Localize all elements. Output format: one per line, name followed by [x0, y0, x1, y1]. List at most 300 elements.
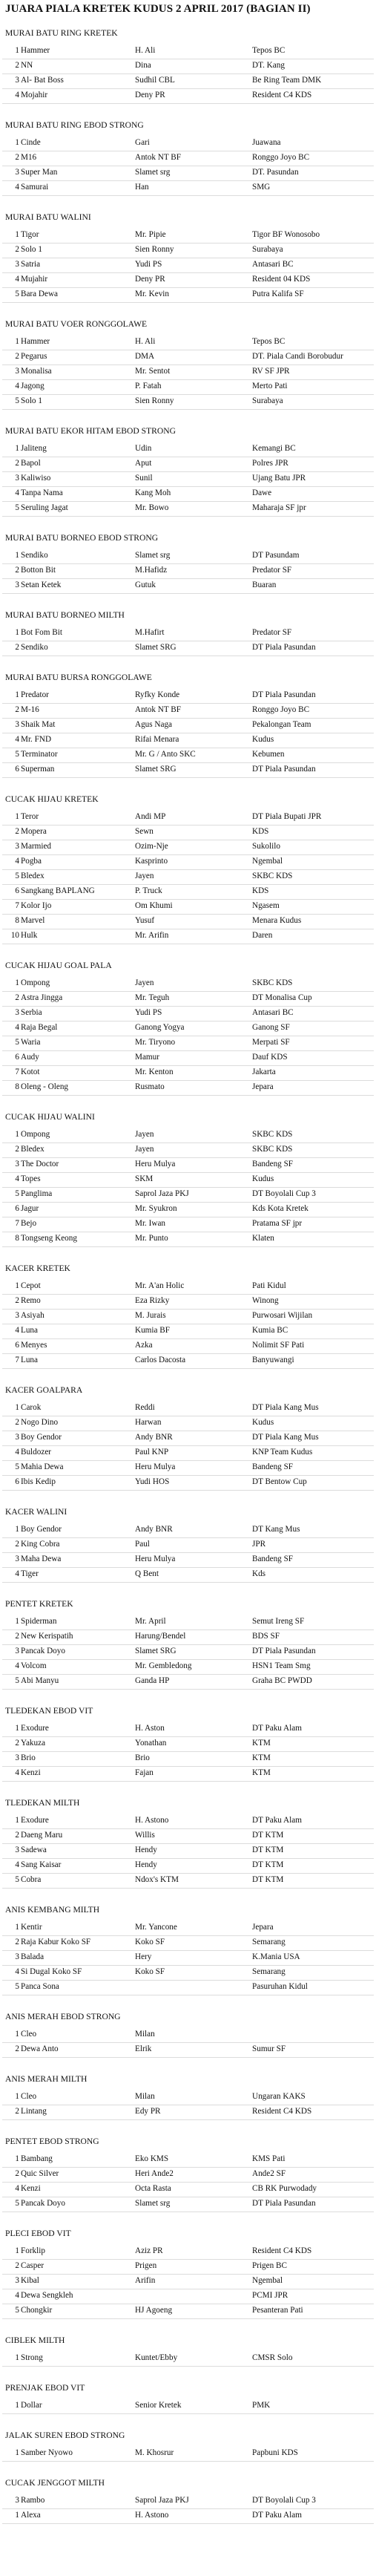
rank-cell: 2	[15, 2169, 19, 2178]
owner-cell: Slamet srg	[135, 551, 171, 560]
owner-cell: Elrik	[135, 2044, 152, 2053]
section-title: KACER WALINI	[5, 1507, 67, 1517]
rank-cell: 3	[15, 1160, 19, 1168]
rank-cell: 3	[15, 76, 19, 85]
team-cell: Predator SF	[252, 566, 292, 575]
bird-name-cell: Shaik Mat	[21, 720, 56, 729]
bird-name-cell: Kotot	[21, 1068, 40, 1076]
row-divider	[2, 501, 374, 502]
owner-cell: Saprol Jaza PKJ	[135, 1189, 189, 1198]
team-cell: DT Boyolali Cup 3	[252, 2496, 316, 2505]
team-cell: DT Piala Kang Mus	[252, 1403, 319, 1412]
owner-cell: Sunil	[135, 474, 153, 483]
owner-cell: Mr. Gembledong	[135, 1661, 192, 1670]
bird-name-cell: Balada	[21, 1952, 44, 1961]
owner-cell: Andy BNR	[135, 1433, 173, 1442]
bird-name-cell: Setan Ketek	[21, 581, 62, 589]
owner-cell: Yudi PS	[135, 1008, 162, 1017]
team-cell: Banyuwangi	[252, 1356, 294, 1364]
team-cell: Kudus	[252, 1174, 274, 1183]
owner-cell: Milan	[135, 2092, 155, 2101]
owner-cell: Koko SF	[135, 1938, 165, 1946]
section-title: TLEDEKAN MILTH	[5, 1798, 80, 1808]
rank-cell: 1	[15, 1281, 19, 1290]
owner-cell: Sien Ronny	[135, 396, 174, 405]
rank-cell: 4	[15, 275, 19, 284]
team-cell: DT. Pasundan	[252, 168, 299, 177]
bird-name-cell: Marvel	[21, 916, 45, 925]
owner-cell: Rusmato	[135, 1082, 165, 1091]
row-divider	[2, 1965, 374, 1966]
team-cell: Antasari BC	[252, 260, 294, 269]
team-cell: Dawe	[252, 488, 272, 497]
bird-name-cell: Panglima	[21, 1189, 53, 1198]
rank-cell: 2	[15, 1296, 19, 1305]
row-divider	[2, 1187, 374, 1188]
owner-cell: Antok NT BF	[135, 705, 181, 714]
rank-cell: 7	[15, 1356, 19, 1364]
rank-cell: 1	[15, 628, 19, 637]
bird-name-cell: Cepot	[21, 1281, 41, 1290]
owner-cell: Han	[135, 183, 149, 192]
rank-cell: 2	[15, 2261, 19, 2270]
section-title: CUCAK HIJAU GOAL PALA	[5, 961, 112, 970]
rank-cell: 2	[15, 1739, 19, 1748]
section-title: MURAI BATU EKOR HITAM EBOD STRONG	[5, 426, 176, 436]
team-cell: DT Kang Mus	[252, 1525, 300, 1534]
bird-name-cell: Pogba	[21, 857, 42, 866]
section-title: PRENJAK EBOD VIT	[5, 2383, 85, 2393]
row-divider	[2, 991, 374, 992]
bird-name-cell: Buldozer	[21, 1448, 52, 1457]
section-title: MURAI BATU BORNEO EBOD STRONG	[5, 533, 159, 543]
bird-name-cell: Tiger	[21, 1569, 39, 1578]
rank-cell: 2	[15, 643, 19, 652]
team-cell: Resident C4 KDS	[252, 2107, 312, 2116]
owner-cell: P. Fatah	[135, 382, 162, 390]
owner-cell: Kang Moh	[135, 488, 171, 497]
owner-cell: Gutuk	[135, 581, 156, 589]
bird-name-cell: Teror	[21, 812, 39, 821]
owner-cell: M. Jurais	[135, 1311, 166, 1320]
team-cell: DT Paku Alam	[252, 1724, 302, 1733]
team-cell: Sukolilo	[252, 842, 280, 851]
team-cell: CB RK Purwodady	[252, 2184, 317, 2193]
rank-cell: 1	[15, 2448, 19, 2457]
bird-name-cell: Spiderman	[21, 1617, 57, 1626]
bird-name-cell: Carok	[21, 1403, 42, 1412]
rank-cell: 10	[10, 931, 19, 940]
team-cell: Pesanteran Pati	[252, 2306, 303, 2315]
team-cell: Tigor BF Wonosobo	[252, 230, 320, 239]
owner-cell: Heri Ande2	[135, 2169, 174, 2178]
rank-cell: 3	[15, 367, 19, 376]
rank-cell: 2	[15, 1831, 19, 1840]
rank-cell: 5	[15, 872, 19, 880]
rank-cell: 5	[15, 290, 19, 298]
owner-cell: Slamet srg	[135, 168, 171, 177]
bird-name-cell: Kenzi	[21, 1768, 41, 1777]
rank-cell: 3	[15, 842, 19, 851]
team-cell: KTM	[252, 1768, 271, 1777]
team-cell: DT KTM	[252, 1846, 284, 1854]
rank-cell: 2	[15, 459, 19, 468]
team-cell: Prigen BC	[252, 2261, 287, 2270]
row-divider	[2, 471, 374, 472]
bird-name-cell: M16	[21, 153, 37, 162]
team-cell: Purwosari Wijilan	[252, 1311, 313, 1320]
owner-cell: Slamet SRG	[135, 1647, 177, 1655]
team-cell: Pati Kidul	[252, 1281, 286, 1290]
bird-name-cell: Terminator	[21, 750, 58, 759]
team-cell: PCMI JPR	[252, 2291, 288, 2300]
row-divider	[2, 1142, 374, 1143]
team-cell: Graha BC PWDD	[252, 1676, 312, 1685]
bird-name-cell: Mojahir	[21, 91, 48, 99]
row-divider	[2, 1095, 374, 1096]
rank-cell: 5	[15, 1462, 19, 1471]
owner-cell: Yonathan	[135, 1739, 167, 1748]
owner-cell: Mamur	[135, 1053, 159, 1062]
bird-name-cell: Samurai	[21, 183, 49, 192]
owner-cell: Mr. Arifin	[135, 931, 169, 940]
bird-name-cell: Cleo	[21, 2030, 37, 2039]
row-divider	[2, 1537, 374, 1538]
team-cell: Tepos BC	[252, 337, 286, 346]
owner-cell: Heru Mulya	[135, 1462, 176, 1471]
bird-name-cell: Audy	[21, 1053, 39, 1062]
bird-name-cell: Mahia Dewa	[21, 1462, 64, 1471]
section-title: PENTET EBOD STRONG	[5, 2137, 99, 2146]
rank-cell: 3	[15, 1753, 19, 1762]
rank-cell: 8	[15, 1234, 19, 1243]
rank-cell: 4	[15, 488, 19, 497]
bird-name-cell: Pancak Doyo	[21, 2199, 65, 2208]
bird-name-cell: Panca Sona	[21, 1982, 59, 1991]
bird-name-cell: Volcom	[21, 1661, 47, 1670]
rank-cell: 2	[15, 1632, 19, 1641]
bird-name-cell: Exodure	[21, 1724, 49, 1733]
row-divider	[2, 2119, 374, 2120]
rank-cell: 5	[15, 2306, 19, 2315]
bird-name-cell: Jagur	[21, 1204, 39, 1213]
row-divider	[2, 1202, 374, 1203]
team-cell: Pratama SF jpr	[252, 1219, 303, 1228]
bird-name-cell: Raja Begal	[21, 1023, 58, 1032]
row-divider	[2, 379, 374, 380]
owner-cell: Yusuf	[135, 916, 155, 925]
bird-name-cell: Bambang	[21, 2154, 53, 2163]
row-divider	[2, 2318, 374, 2319]
bird-name-cell: King Cobra	[21, 1540, 60, 1549]
owner-cell: Mr. Yancone	[135, 1923, 177, 1932]
row-divider	[2, 578, 374, 579]
rank-cell: 5	[15, 1982, 19, 1991]
row-divider	[2, 73, 374, 74]
owner-cell: Om Khumi	[135, 901, 173, 910]
rank-cell: 2	[15, 1938, 19, 1946]
bird-name-cell: Cobra	[21, 1875, 42, 1884]
row-divider	[2, 1736, 374, 1737]
bird-name-cell: Mr. FND	[21, 735, 52, 744]
team-cell: Kemangi BC	[252, 444, 296, 453]
team-cell: Jakarta	[252, 1068, 276, 1076]
bird-name-cell: Hammer	[21, 46, 50, 55]
owner-cell: Andi MP	[135, 812, 166, 821]
rank-cell: 5	[15, 396, 19, 405]
team-cell: Bandeng SF	[252, 1160, 294, 1168]
row-divider	[2, 2508, 374, 2509]
bird-name-cell: Hammer	[21, 337, 50, 346]
owner-cell: Antok NT BF	[135, 153, 181, 162]
team-cell: Resident 04 KDS	[252, 275, 311, 284]
team-cell: Jepara	[252, 1082, 274, 1091]
row-divider	[2, 2523, 374, 2524]
team-cell: DT Piala Kang Mus	[252, 1433, 319, 1442]
team-cell: Resident C4 KDS	[252, 2246, 312, 2255]
bird-name-cell: Sadewa	[21, 1846, 47, 1854]
rank-cell: 1	[15, 2246, 19, 2255]
rank-cell: 5	[15, 1038, 19, 1047]
owner-cell: Jayen	[135, 872, 154, 880]
bird-name-cell: Super Man	[21, 168, 58, 177]
row-divider	[2, 287, 374, 288]
team-cell: DT KTM	[252, 1875, 284, 1884]
owner-cell: Mr. Syukron	[135, 1204, 177, 1213]
team-cell: Juawana	[252, 138, 281, 147]
team-cell: DT Piala Pasundan	[252, 765, 316, 774]
owner-cell: Paul KNP	[135, 1448, 169, 1457]
owner-cell: Mr. Iwan	[135, 1219, 166, 1228]
row-divider	[2, 1828, 374, 1829]
row-divider	[2, 1567, 374, 1568]
section-title: KACER GOALPARA	[5, 1385, 83, 1395]
rank-cell: 2	[15, 566, 19, 575]
rank-cell: 1	[15, 551, 19, 560]
team-cell: Tepos BC	[252, 46, 286, 55]
rank-cell: 1	[15, 1403, 19, 1412]
owner-cell: Mr. Sentot	[135, 367, 171, 376]
row-divider	[2, 1950, 374, 1951]
bird-name-cell: Al- Bat Boss	[21, 76, 64, 85]
row-divider	[2, 103, 374, 104]
rank-cell: 6	[15, 765, 19, 774]
team-cell: Ngasem	[252, 901, 280, 910]
owner-cell: Slamet SRG	[135, 765, 177, 774]
row-divider	[2, 394, 374, 395]
owner-cell: Carlos Dacosta	[135, 1356, 186, 1364]
team-cell: Ganong SF	[252, 1023, 290, 1032]
row-divider	[2, 1751, 374, 1752]
row-divider	[2, 1294, 374, 1295]
team-cell: Antasari BC	[252, 1008, 294, 1017]
bird-name-cell: Raja Kabur Koko SF	[21, 1938, 91, 1946]
rank-cell: 2	[15, 352, 19, 361]
owner-cell: Gari	[135, 138, 150, 147]
bird-name-cell: Mopera	[21, 827, 47, 836]
team-cell: DT Piala Pasundan	[252, 690, 316, 699]
team-cell: SKBC KDS	[252, 1145, 293, 1154]
bird-name-cell: Dewa Sengkleh	[21, 2291, 73, 2300]
team-cell: KDS	[252, 827, 269, 836]
section-title: JALAK SUREN EBOD STRONG	[5, 2430, 125, 2440]
owner-cell: HJ Agoeng	[135, 2306, 173, 2315]
bird-name-cell: Ibis Kedip	[21, 1477, 56, 1486]
bird-name-cell: Dollar	[21, 2401, 42, 2410]
owner-cell: Hery	[135, 1952, 152, 1961]
rank-cell: 1	[15, 1130, 19, 1139]
owner-cell: Mr. Pipie	[135, 230, 166, 239]
rank-cell: 4	[15, 183, 19, 192]
team-cell: Pasuruhan Kidul	[252, 1982, 308, 1991]
rank-cell: 4	[15, 2184, 19, 2193]
rank-cell: 5	[15, 1189, 19, 1198]
bird-name-cell: Hulk	[21, 931, 38, 940]
bird-name-cell: Satria	[21, 260, 41, 269]
owner-cell: Ganda HP	[135, 1676, 170, 1685]
bird-name-cell: NN	[21, 61, 33, 70]
rank-cell: 1	[15, 138, 19, 147]
row-divider	[2, 2182, 374, 2183]
rank-cell: 1	[15, 46, 19, 55]
owner-cell: Milan	[135, 2030, 155, 2039]
section-title: ANIS MERAH MILTH	[5, 2074, 88, 2084]
owner-cell: Hendy	[135, 1860, 157, 1869]
bird-name-cell: Samber Nyowo	[21, 2448, 73, 2457]
rank-cell: 6	[15, 1477, 19, 1486]
rank-cell: 5	[15, 1676, 19, 1685]
rank-cell: 3	[15, 581, 19, 589]
rank-cell: 1	[15, 337, 19, 346]
team-cell: Semut Ireng SF	[252, 1617, 305, 1626]
row-divider	[2, 195, 374, 196]
bird-name-cell: New Kerispatih	[21, 1632, 73, 1641]
team-cell: DT Pasundam	[252, 551, 300, 560]
owner-cell: Mr. G / Anto SKC	[135, 750, 196, 759]
owner-cell: Eko KMS	[135, 2154, 169, 2163]
bird-name-cell: Kaliwiso	[21, 474, 51, 483]
bird-name-cell: Chongkir	[21, 2306, 53, 2315]
row-divider	[2, 486, 374, 487]
team-cell: BDS SF	[252, 1632, 280, 1641]
rank-cell: 4	[15, 1768, 19, 1777]
rank-cell: 4	[15, 1569, 19, 1578]
row-divider	[2, 1873, 374, 1874]
team-cell: SKBC KDS	[252, 1130, 293, 1139]
row-divider	[2, 777, 374, 778]
row-divider	[2, 1445, 374, 1446]
rank-cell: 5	[15, 750, 19, 759]
bird-name-cell: Pancak Doyo	[21, 1647, 65, 1655]
row-divider	[2, 272, 374, 273]
team-cell: Ande2 SF	[252, 2169, 286, 2178]
owner-cell: H. Ali	[135, 46, 156, 55]
team-cell: DT Paku Alam	[252, 1816, 302, 1825]
team-cell: KTM	[252, 1739, 271, 1748]
rank-cell: 2	[15, 61, 19, 70]
team-cell: SMG	[252, 183, 271, 192]
row-divider	[2, 1157, 374, 1158]
team-cell: Surabaya	[252, 396, 283, 405]
team-cell: Predator SF	[252, 628, 292, 637]
team-cell: PMK	[252, 2401, 271, 2410]
team-cell: Kudus	[252, 1418, 274, 1427]
owner-cell: Rifai Menara	[135, 735, 179, 744]
rank-cell: 1	[15, 1816, 19, 1825]
rank-cell: 3	[15, 1952, 19, 1961]
owner-cell: SKM	[135, 1174, 154, 1183]
bird-name-cell: Yakuza	[21, 1739, 46, 1748]
rank-cell: 2	[15, 827, 19, 836]
rank-cell: 4	[15, 857, 19, 866]
section-title: PLECI EBOD VIT	[5, 2229, 71, 2238]
bird-name-cell: Monalisa	[21, 367, 52, 376]
rank-cell: 3	[15, 720, 19, 729]
row-divider	[2, 2167, 374, 2168]
row-divider	[2, 2274, 374, 2275]
rank-cell: 2	[15, 153, 19, 162]
section-title: CUCAK HIJAU KRETEK	[5, 794, 99, 804]
owner-cell: Hendy	[135, 1846, 157, 1854]
row-divider	[2, 854, 374, 855]
rank-cell: 3	[15, 1311, 19, 1320]
bird-name-cell: Kibal	[21, 2276, 39, 2285]
owner-cell: Kasprinto	[135, 857, 168, 866]
rank-cell: 1	[15, 230, 19, 239]
team-cell: SKBC KDS	[252, 872, 293, 880]
bird-name-cell: Dewa Anto	[21, 2044, 59, 2053]
rank-cell: 1	[15, 812, 19, 821]
row-divider	[2, 1552, 374, 1553]
bird-name-cell: Solo 1	[21, 245, 42, 254]
rank-cell: 1	[15, 444, 19, 453]
team-cell: Kebumen	[252, 750, 285, 759]
bird-name-cell: Solo 1	[21, 396, 42, 405]
team-cell: DT Boyolali Cup 3	[252, 1189, 316, 1198]
bird-name-cell: M-16	[21, 705, 39, 714]
owner-cell: Mr. Kevin	[135, 290, 169, 298]
rank-cell: 5	[15, 1875, 19, 1884]
bird-name-cell: Serbia	[21, 1008, 42, 1017]
rank-cell: 3	[15, 1846, 19, 1854]
team-cell: Jepara	[252, 1923, 274, 1932]
bird-name-cell: Seruling Jagat	[21, 503, 68, 512]
team-cell: HSN1 Team Smg	[252, 1661, 311, 1670]
row-divider	[2, 1781, 374, 1782]
team-cell: CMSR Solo	[252, 2353, 293, 2362]
row-divider	[2, 1475, 374, 1476]
bird-name-cell: Daeng Maru	[21, 1831, 63, 1840]
rank-cell: 4	[15, 382, 19, 390]
bird-name-cell: Ompong	[21, 978, 50, 987]
owner-cell: Mr. Teguh	[135, 993, 170, 1002]
row-divider	[2, 2259, 374, 2260]
bird-name-cell: Tongseng Keong	[21, 1234, 77, 1243]
team-cell: DT KTM	[252, 1860, 284, 1869]
rank-cell: 1	[15, 2353, 19, 2362]
bird-name-cell: Waria	[21, 1038, 41, 1047]
team-cell: Kumia BC	[252, 1326, 288, 1335]
team-cell: KDS	[252, 886, 269, 895]
row-divider	[2, 884, 374, 885]
section-title: MURAI BATU RING KRETEK	[5, 28, 118, 38]
section-title: MURAI BATU RING EBOD STRONG	[5, 120, 144, 130]
section-title: KACER KRETEK	[5, 1264, 70, 1273]
section-title: CUCAK JENGGOT MILTH	[5, 2478, 105, 2488]
team-cell: Maharaja SF jpr	[252, 503, 306, 512]
row-divider	[2, 1006, 374, 1007]
rank-cell: 4	[15, 1448, 19, 1457]
